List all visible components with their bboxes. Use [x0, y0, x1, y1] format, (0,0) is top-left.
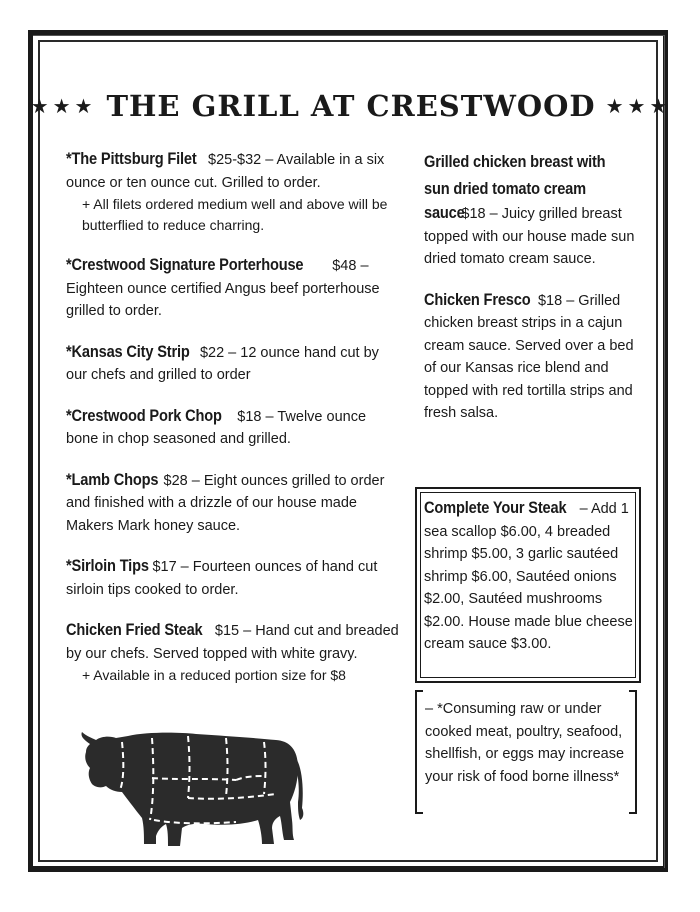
item-name: Chicken Fresco — [424, 289, 531, 309]
item-description: $18 – Twelve ounce bone in chop seasoned and grilled. — [66, 408, 367, 447]
menu-item-pittsburg-filet — [66, 148, 401, 236]
item-name: *Crestwood Pork Chop — [66, 405, 222, 425]
item-name: *Lamb Chops — [66, 469, 159, 489]
item-description: $17 – Fourteen ounces of hand cut sirloin tips cooked to order. — [66, 559, 378, 598]
item-name: *Kansas City Strip — [66, 341, 190, 361]
left-column — [66, 148, 401, 686]
right-column — [424, 148, 639, 425]
item-description: $28 – Eight ounces grilled to order and finished with a drizzle of our house made Makers Mark honey sauce. — [66, 472, 385, 534]
menu-item-sun-dried-tomato-chicken — [424, 148, 639, 271]
item-description: $18 – Juicy grilled breast topped with our house made sun dried tomato cream sauce. — [424, 206, 635, 267]
bull-cuts-icon — [76, 728, 306, 853]
stars-left-icon: ★★★ — [30, 94, 97, 118]
item-description: $25-$32 – Available in a six ounce or ten ounce cut. Grilled to order. — [66, 152, 385, 191]
item-name: sauce — [424, 203, 465, 222]
item-description: $22 – 12 ounce hand cut by our chefs and grilled to order — [66, 344, 379, 383]
menu-item-sirloin-tips — [66, 555, 401, 601]
page-title: THE GRILL AT CRESTWOOD — [106, 89, 596, 123]
menu-item-lamb-chops — [66, 469, 401, 538]
complete-steak-text — [424, 497, 639, 656]
item-description: $15 – Hand cut and breaded by our chefs. Served topped with white gravy. — [66, 623, 399, 662]
menu-item-chicken-fried-steak — [66, 619, 401, 686]
item-note: + Available in a reduced portion size for $8 — [82, 667, 346, 683]
item-description: $18 – Grilled chicken breast strips in a cajun cream sauce. Served over a bed of our Kansas rice blend and topped with red tortilla strips and fresh salsa. — [424, 292, 634, 421]
consumption-warning-box — [415, 690, 637, 814]
item-note: + All filets ordered medium well and above will be butterflied to reduce charring. — [82, 196, 388, 233]
item-name: sun dried tomato cream — [424, 179, 586, 198]
complete-your-steak-box — [415, 487, 641, 683]
complete-steak-description: – Add 1 sea scallop $6.00, 4 breaded shrimp $5.00, 3 garlic sautéed shrimp $6.00, Sautéed onions $2.00, Sautéed mushrooms $2.00. House made blue cheese cream sauce $3.00. — [424, 501, 633, 652]
item-name: Grilled chicken breast with — [424, 152, 606, 171]
item-name: *Sirloin Tips — [66, 556, 149, 575]
menu-item-chicken-fresco — [424, 289, 639, 425]
menu-item-pork-chop — [66, 405, 401, 451]
item-name: Chicken Fried Steak — [66, 620, 203, 639]
menu-item-kansas-city-strip — [66, 341, 401, 387]
menu-item-porterhouse — [66, 254, 401, 323]
item-description: $48 – Eighteen ounce certified Angus beef porterhouse grilled to order. — [66, 258, 380, 319]
menu-header — [30, 84, 672, 128]
item-name: *Crestwood Signature Porterhouse — [66, 255, 304, 274]
item-name: *The Pittsburg Filet — [66, 149, 197, 168]
stars-right-icon: ★★★ — [605, 94, 672, 118]
complete-steak-title: Complete Your Steak — [424, 498, 567, 517]
consumption-warning-text: – *Consuming raw or under cooked meat, poultry, seafood, shellfish, or eggs may increase your risk of food borne illness* — [425, 701, 625, 785]
